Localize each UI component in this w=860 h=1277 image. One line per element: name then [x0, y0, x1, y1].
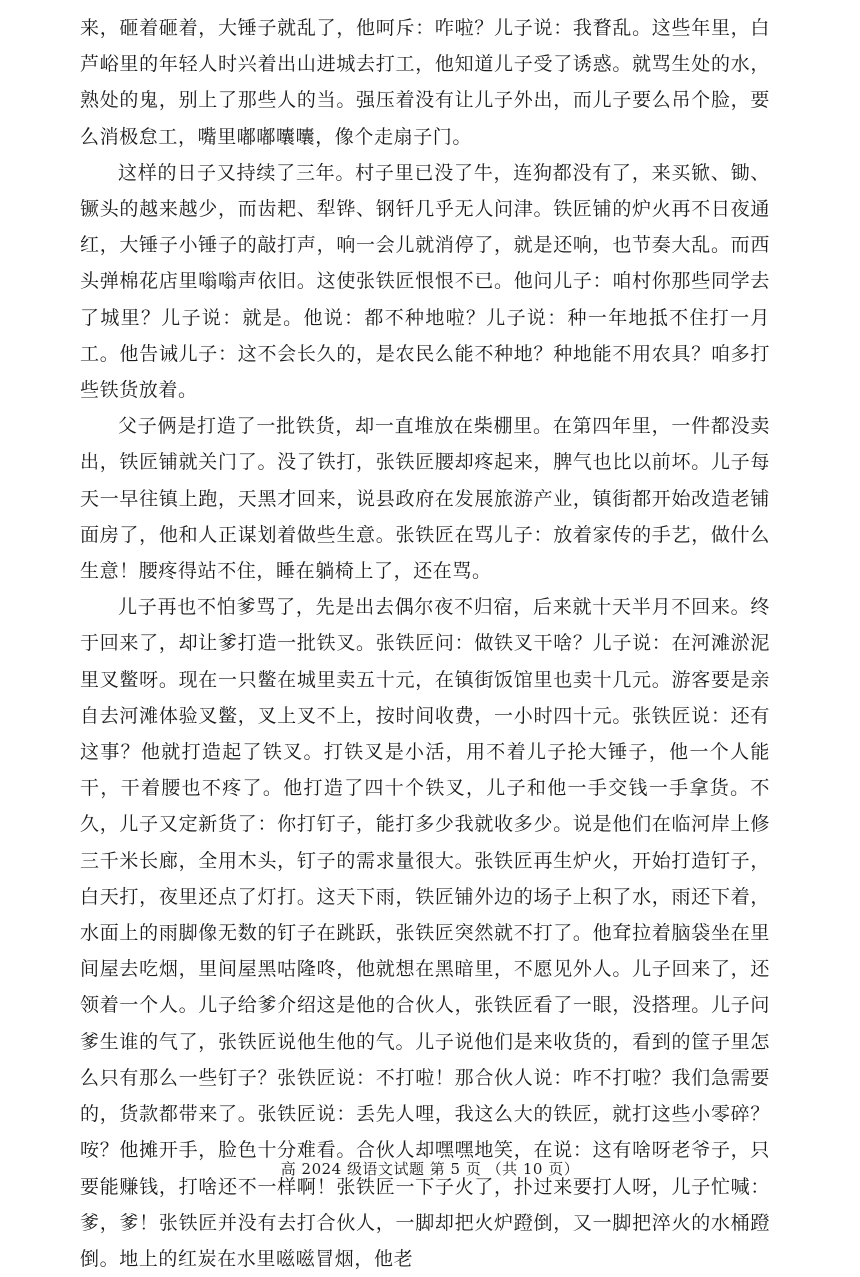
paragraph-3: 父子俩是打造了一批铁货，却一直堆放在柴棚里。在第四年里，一件都没卖出，铁匠铺就关门了。没了铁打，张铁匠腰却疼起来，脾气也比以前坏。儿子每天一早往镇上跑，天黑才回来，说县政府在发展旅游产业，镇街都开始改造老铺面房了，他和人正谋划着做些生意。张铁匠在骂儿子：放着家传的手艺，做什么生意！腰疼得站不住，睡在躺椅上了，还在骂。 [80, 415, 770, 583]
paragraph-1: 来，砸着砸着，大锤子就乱了，他呵斥：咋啦？儿子说：我瞀乱。这些年里，白芦峪里的年轻人时兴着出山进城去打工，他知道儿子受了诱惑。就骂生处的水，熟处的鬼，别上了那些人的当。强压着没有让儿子外出，而儿子要么吊个脸，要么消极怠工，嘴里嘟嘟囔囔，像个走扇子门。 [80, 17, 770, 148]
paragraph-2: 这样的日子又持续了三年。村子里已没了牛，连狗都没有了，来买锨、锄、镢头的越来越少，而齿耙、犁铧、钢钎几乎无人问津。铁匠铺的炉火再不日夜通红，大锤子小锤子的敲打声，响一会儿就消停了，就是还响，也节奏大乱。而西头弹棉花店里嗡嗡声依旧。这使张铁匠恨恨不已。他问儿子：咱村你那些同学去了城里？儿子说：就是。他说：都不种地啦？儿子说：种一年地抵不住打一月工。他告诫儿子：这不会长久的，是农民么能不种地？种地能不用农具？咱多打些铁货放着。 [80, 161, 770, 402]
page-footer: 高 2024 级语文试题 第 5 页 （共 10 页） [280, 1160, 580, 1178]
story-text-body [80, 0, 770, 1277]
paragraph-4: 儿子再也不怕爹骂了，先是出去偶尔夜不归宿，后来就十天半月不回来。终于回来了，却让爹打造一批铁叉。张铁匠问：做铁叉干啥？儿子说：在河滩淤泥里叉鳖呀。现在一只鳖在城里卖五十元，在镇街饭馆里也卖十几元。游客要是亲自去河滩体验叉鳖，叉上叉不上，按时间收费，一小时四十元。张铁匠说：还有这事？他就打造起了铁叉。打铁叉是小活，用不着儿子抡大锤子，他一个人能干，干着腰也不疼了。他打造了四十个铁叉，儿子和他一手交钱一手拿货。不久，儿子又定新货了：你打钉子，能打多少我就收多少。说是他们在临河岸上修三千米长廊，全用木头，钉子的需求量很大。张铁匠再生炉火，开始打造钉子，白天打，夜里还点了灯打。这天下雨，铁匠铺外边的场子上积了水，雨还下着，水面上的雨脚像无数的钉子在跳跃，张铁匠突然就不打了。他耷拉着脑袋坐在里间屋去吃烟，里间屋黑咕隆咚，他就想在黑暗里，不愿见外人。儿子回来了，还领着一个人。儿子给爹介绍这是他的合伙人，张铁匠看了一眼，没搭理。儿子问爹生谁的气了，张铁匠说他生他的气。儿子说他们是来收货的，看到的筐子里怎么只有那么一些钉子？张铁匠说：不打啦！那合伙人说：咋不打啦？我们急需要的，货款都带来了。张铁匠说：丢先人哩，我这么大的铁匠，就打这些小零碎？咹？他摊开手，脸色十分难看。合伙人却嘿嘿地笑，在说：这有啥呀老爷子，只要能赚钱，打啥还不一样啊！张铁匠一下子火了，扑过来要打人呀，儿子忙喊：爹，爹！张铁匠并没有去打合伙人，一脚却把火炉蹬倒，又一脚把淬火的水桶蹬倒。地上的红炭在水里嗞嗞冒烟，他老 [80, 596, 770, 1270]
